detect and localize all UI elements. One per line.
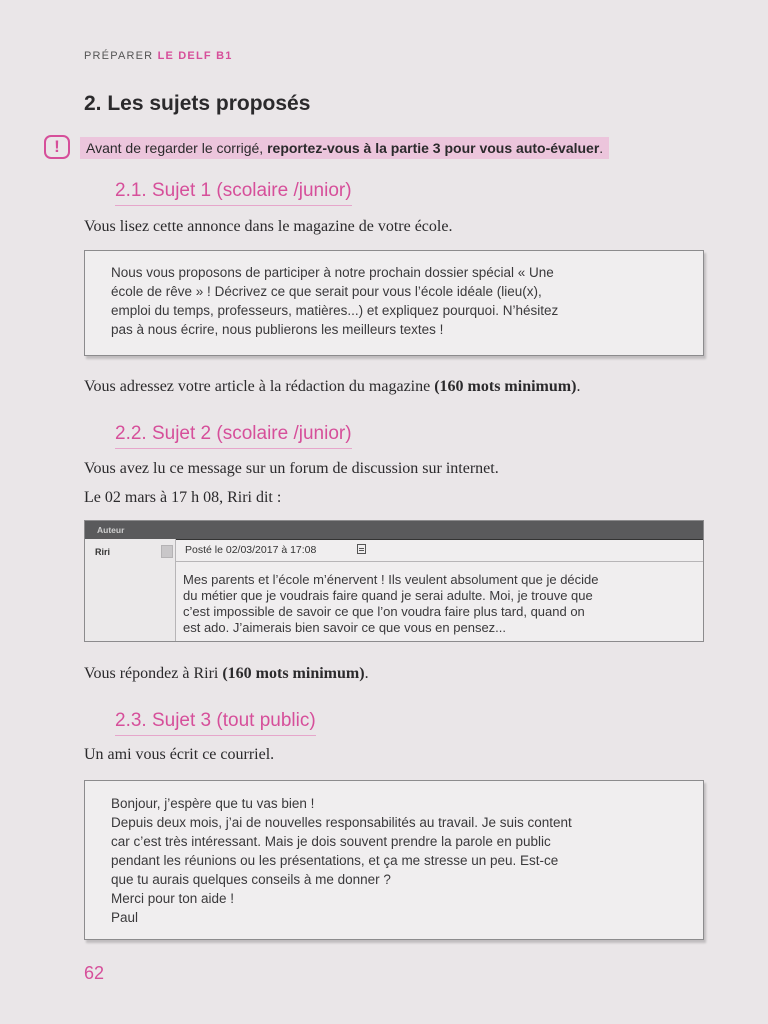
sujet3-email-line: Merci pour ton aide ! [111,891,235,906]
sujet2-instruction [84,665,369,683]
alert-text-end: . [599,140,604,156]
sujet2-instruction-text: Vous répondez à Riri [84,665,223,682]
sujet2-word-count: (160 mots minimum) [222,665,365,682]
sujet3-email-box [84,780,704,940]
sujet1-box-line: école de rêve » ! Décrivez ce que serait pour vous l’école idéale (lieu(x), [111,284,542,299]
user-icon [161,545,173,558]
alert-text-bold: reportez-vous à la partie 3 pour vous auto-évaluer [267,140,600,156]
forum-message-line: Mes parents et l’école m’énervent ! Ils veulent absolument que je décide [183,572,599,587]
running-head-prefix: PRÉPARER [84,50,154,62]
sujet2-heading: 2.2. Sujet 2 (scolaire /junior) [115,423,352,449]
sujet1-instruction-text: Vous adressez votre article à la rédaction du magazine [84,378,435,395]
forum-message-line: est ado. J’aimerais bien savoir ce que vous en pensez... [183,620,507,635]
sujet3-email-line: pendant les réunions ou les présentations, et ça me stresse un peu. Est-ce [111,853,559,868]
document-icon [357,544,366,554]
forum-meta-row [175,539,703,562]
running-head [84,50,233,62]
sujet3-intro: Un ami vous écrit ce courriel. [84,746,275,763]
sujet2-instruction-end: . [364,665,369,682]
forum-post [84,520,704,642]
sujet3-email-line: que tu aurais quelques conseils à me donner ? [111,872,391,887]
sujet1-word-count: (160 mots minimum) [434,378,577,395]
forum-message-line: du métier que je voudrais faire quand je serai adulte. Moi, je trouve que [183,588,593,603]
forum-message [183,572,599,636]
sujet3-email-line: car c’est très intéressant. Mais je dois souvent prendre la parole en public [111,834,551,849]
sujet3-heading: 2.3. Sujet 3 (tout public) [115,710,316,736]
forum-header: Auteur [85,521,703,540]
page-number: 62 [84,963,105,983]
forum-message-line: c’est impossible de savoir ce que l’on voudra faire plus tard, quand on [183,604,585,619]
sujet1-box-line: pas à nous écrire, nous publierons les meilleurs textes ! [111,322,444,337]
sujet3-email-line: Paul [111,910,139,925]
alert-text-start: Avant de regarder le corrigé, [86,140,268,156]
alert-note [80,137,609,159]
section-title: 2. Les sujets proposés [84,92,311,115]
sujet1-heading: 2.1. Sujet 1 (scolaire /junior) [115,180,352,206]
sujet3-email-line: Bonjour, j’espère que tu vas bien ! [111,796,315,811]
sujet3-email-line: Depuis deux mois, j’ai de nouvelles responsabilités au travail. Je suis content [111,815,572,830]
sujet1-announcement-box [84,250,704,356]
forum-posted-date: Posté le 02/03/2017 à 17:08 [185,544,317,556]
forum-author: Riri [95,547,111,557]
sujet1-instruction-end: . [576,378,581,395]
sujet1-intro: Vous lisez cette annonce dans le magazine de votre école. [84,218,453,235]
sujet1-instruction [84,378,580,396]
exclamation-icon: ! [44,135,70,159]
sujet2-dateline: Le 02 mars à 17 h 08, Riri dit : [84,489,282,506]
running-head-accent: LE DELF B1 [157,50,233,62]
sujet2-intro: Vous avez lu ce message sur un forum de discussion sur internet. [84,460,499,477]
sujet1-box-line: emploi du temps, professeurs, matières...) et expliquez pourquoi. N’hésitez [111,303,559,318]
forum-author-column [85,539,176,641]
sujet1-box-line: Nous vous proposons de participer à notre prochain dossier spécial « Une [111,265,554,280]
